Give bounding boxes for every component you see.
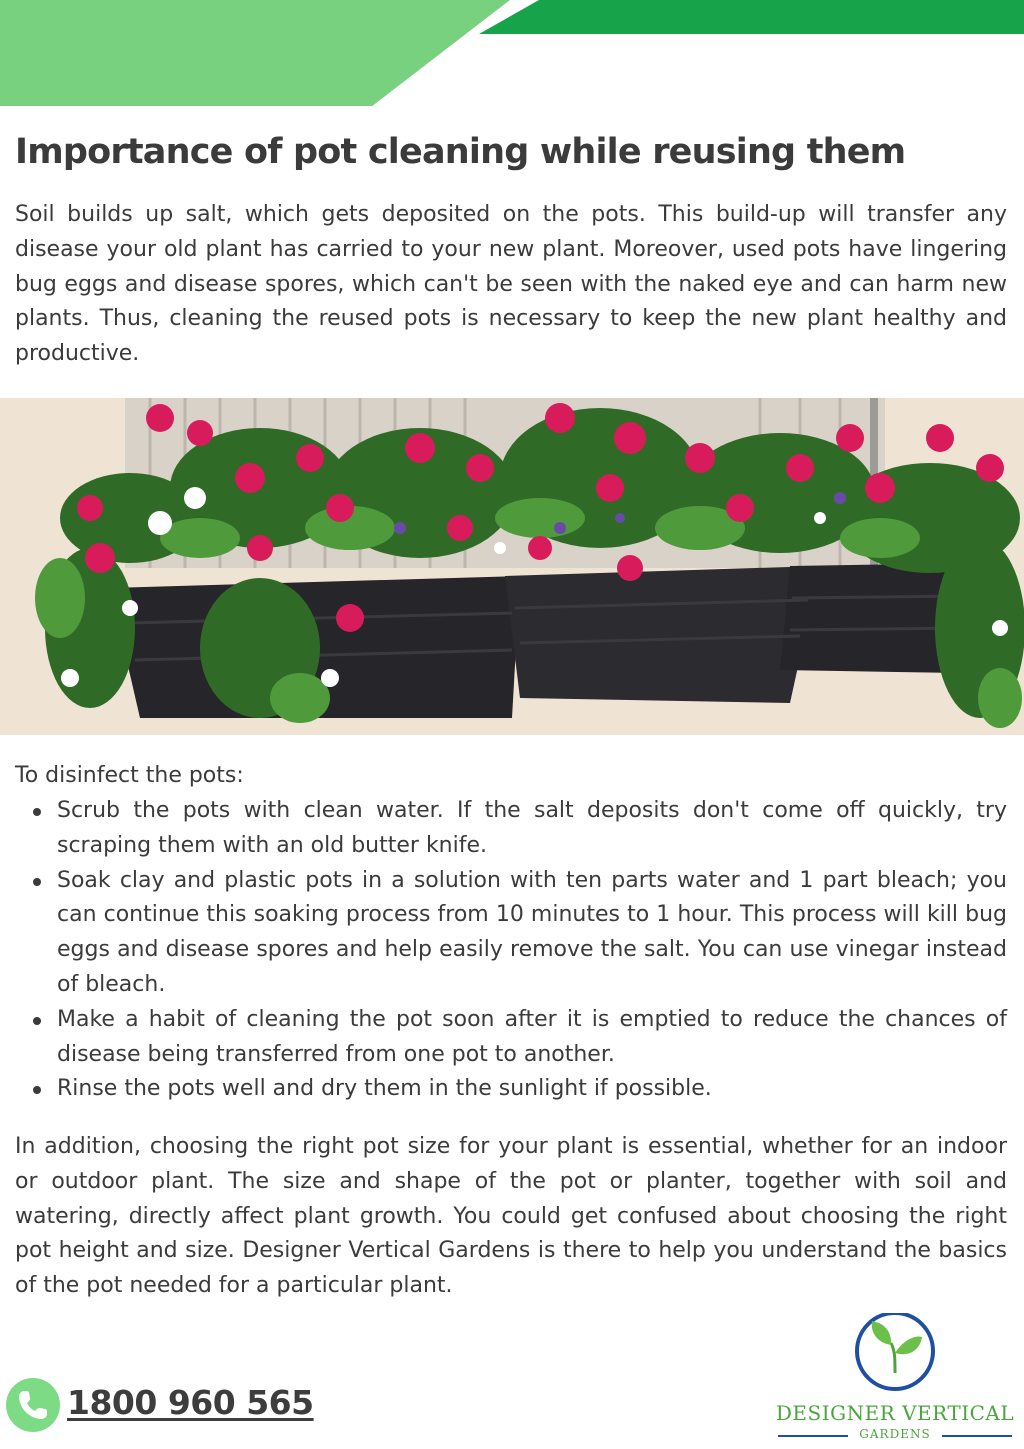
list-item: Scrub the pots with clean water. If the salt deposits don't come off quickly, try scraping them with an old butter knife. [57, 794, 1007, 864]
disinfect-steps [57, 794, 1007, 1107]
logo-rule-right [942, 1435, 1012, 1437]
list-item: Rinse the pots well and dry them in the sunlight if possible. [57, 1072, 1007, 1107]
phone-number-link[interactable]: 1800 960 565 [67, 1383, 314, 1422]
list-item: Make a habit of cleaning the pot soon after it is emptied to reduce the chances of disease being transferred from one pot to another. [57, 1003, 1007, 1073]
brand-logo [770, 1313, 1020, 1445]
page-title: Importance of pot cleaning while reusing them [15, 132, 906, 172]
closing-paragraph: In addition, choosing the right pot size for your plant is essential, whether for an indoor or outdoor plant. The size and shape of the pot or planter, together with soil and watering, directly affect plant growth. You could get confused about choosing the right pot height and size. Designer Vertical Gardens is there to help you understand the basics of the pot needed for a particular plant. [15, 1134, 1007, 1299]
intro-paragraph: Soil builds up salt, which gets deposited on the pots. This build-up will transfer any disease your old plant has carried to your new plant. Moreover, used pots have lingering bug eggs and disease spores, which can't be seen with the naked eye and can harm new plants. Thus, cleaning the reused pots is necessary to keep the new plant healthy and productive. [15, 202, 1007, 367]
logo-wordmark: DESIGNER VERTICAL [775, 1401, 1015, 1425]
logo-subline [770, 1427, 1020, 1443]
leaf-emblem-icon [770, 1313, 1020, 1399]
planter-photo [0, 398, 1024, 735]
disinfect-lead: To disinfect the pots: [15, 763, 244, 788]
header-accent-light [0, 0, 510, 106]
phone-icon[interactable] [6, 1378, 60, 1432]
phone-handset-icon [6, 1378, 60, 1432]
list-item: Soak clay and plastic pots in a solution with ten parts water and 1 part bleach; you can continue this soaking process from 10 minutes to 1 hour. This process will kill bug eggs and disease spores and help easily remove the salt. You can use vinegar instead of bleach. [57, 864, 1007, 1003]
header-accent-dark [479, 0, 1024, 34]
logo-subtitle: GARDENS [859, 1427, 931, 1441]
planter-illustration [0, 398, 1024, 735]
